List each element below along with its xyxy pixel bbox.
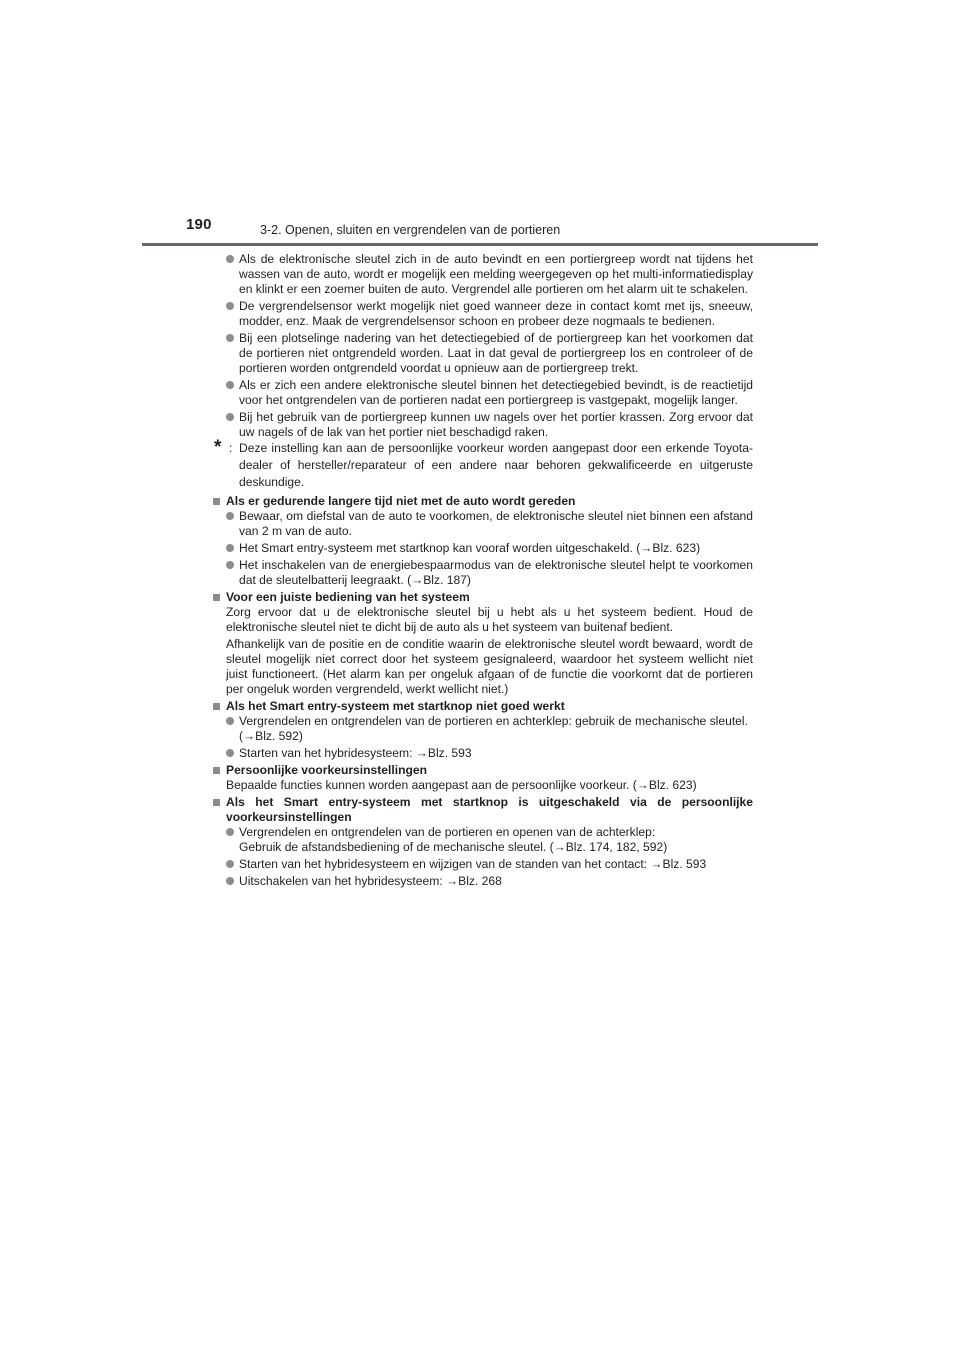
list-item bbox=[212, 331, 753, 376]
bullet-icon bbox=[226, 413, 234, 421]
list-item-text: De vergrendelsensor werkt mogelijk niet goed wanneer deze in contact komt met ijs, sneeuw, modder, enz. Maak de vergrendelsensor schoon en probeer deze nogmaals te bedienen. bbox=[239, 299, 753, 328]
bullet-icon bbox=[226, 749, 234, 757]
list-item bbox=[212, 746, 753, 761]
list-item-text: Starten van het hybridesysteem: →Blz. 593 bbox=[239, 746, 472, 760]
list-item bbox=[212, 825, 753, 855]
square-bullet-icon bbox=[213, 767, 220, 774]
bullet-icon bbox=[226, 860, 234, 868]
heading-text: Als er gedurende langere tijd niet met de auto wordt gereden bbox=[226, 494, 576, 508]
square-bullet-icon bbox=[213, 594, 220, 601]
list-item-text: Bij het gebruik van de portiergreep kunnen uw nagels over het portier krassen. Zorg ervoor dat uw nagels of de lak van het portier niet beschadigd raken. bbox=[239, 410, 753, 439]
list-item bbox=[212, 509, 753, 539]
section-heading bbox=[212, 699, 753, 714]
section-heading bbox=[212, 590, 753, 605]
list-item-text: Vergrendelen en ontgrendelen van de portieren en achterklep: gebruik de mechanische sleutel. bbox=[239, 714, 748, 728]
heading-text: Persoonlijke voorkeursinstellingen bbox=[226, 763, 427, 777]
square-bullet-icon bbox=[213, 799, 220, 806]
bullet-icon bbox=[226, 561, 234, 569]
page-number: 190 bbox=[186, 216, 212, 233]
square-bullet-icon bbox=[213, 703, 220, 710]
list-item-text: Het Smart entry-systeem met startknop kan vooraf worden uitgeschakeld. (→Blz. 623) bbox=[239, 541, 701, 555]
list-item-text: Starten van het hybridesysteem en wijzigen van de standen van het contact: →Blz. 593 bbox=[239, 857, 707, 871]
paragraph: Bepaalde functies kunnen worden aangepast aan de persoonlijke voorkeur. (→Blz. 623) bbox=[226, 778, 697, 792]
bullet-icon bbox=[226, 381, 234, 389]
bullet-icon bbox=[226, 877, 234, 885]
list-item-text: Gebruik de afstandsbediening of de mechanische sleutel. (→Blz. 174, 182, 592) bbox=[239, 840, 668, 854]
paragraph: Zorg ervoor dat u de elektronische sleutel bij u hebt als u het systeem bedient. Houd de elektronische sleutel niet te dicht bij de auto als u het systeem van buitenaf bedient. bbox=[226, 605, 753, 634]
list-item-text: Uitschakelen van het hybridesysteem: →Blz. 268 bbox=[239, 874, 502, 888]
heading-text: Als het Smart entry-systeem met startknop niet goed werkt bbox=[226, 699, 565, 713]
header-rule bbox=[142, 243, 818, 246]
list-item bbox=[212, 874, 753, 889]
paragraph: Afhankelijk van de positie en de conditie waarin de elektronische sleutel wordt bewaard, wordt de sleutel mogelijk niet correct door het systeem gesignaleerd, waardoor het systeem wellicht niet juist functioneert. (Het alarm kan per ongeluk afgaan of de functie die voorkomt dat de portieren per ongeluk worden vergrendeld, werkt wellicht niet.) bbox=[226, 637, 753, 696]
list-item-text: Bij een plotselinge nadering van het detectiegebied of de portiergreep kan het voorkomen dat de portieren niet ontgrendeld worden. Laat in dat geval de portiergreep los en controleer of de portieren worden ontgrendeld voordat u opnieuw aan de portiergreep trekt. bbox=[239, 331, 753, 375]
bullet-icon bbox=[226, 334, 234, 342]
bullet-icon bbox=[226, 302, 234, 310]
bullet-icon bbox=[226, 255, 234, 263]
list-item bbox=[212, 714, 753, 744]
list-item bbox=[212, 558, 753, 588]
heading-text: Voor een juiste bediening van het systeem bbox=[226, 590, 470, 604]
list-item bbox=[212, 299, 753, 329]
bullet-icon bbox=[226, 717, 234, 725]
footnote-colon: : bbox=[229, 441, 233, 455]
list-item-text: Het inschakelen van de energiebespaarmodus van de elektronische sleutel helpt te voorkomen dat de sleutelbatterij leegraakt. (→Blz. 187) bbox=[239, 558, 753, 587]
section-heading bbox=[212, 763, 753, 778]
bullet-icon bbox=[226, 544, 234, 552]
footnote-text: Deze instelling kan aan de persoonlijke voorkeur worden aangepast door een erkende Toyota-dealer of hersteller/reparateur of een andere naar behoren gekwalificeerde en uitgeruste deskundige. bbox=[239, 441, 753, 489]
list-item-text: Als de elektronische sleutel zich in de auto bevindt en een portiergreep wordt nat tijdens het wassen van de auto, wordt er mogelijk een melding weergegeven op het multi-informatiedisplay en klinkt er een zoemer buiten de auto. Vergrendel alle portieren om het alarm uit te schakelen. bbox=[239, 252, 753, 296]
list-item-text: Vergrendelen en ontgrendelen van de portieren en openen van de achterklep: bbox=[239, 825, 656, 839]
heading-text: Als het Smart entry-systeem met startknop is uitgeschakeld via de persoonlijke voorkeursinstellingen bbox=[226, 795, 753, 824]
footnote-marker: * bbox=[214, 437, 222, 458]
list-item-ref: (→Blz. 592) bbox=[239, 729, 303, 743]
list-item bbox=[212, 541, 753, 556]
list-item bbox=[212, 410, 753, 440]
footnote bbox=[212, 437, 753, 491]
bullet-icon bbox=[226, 828, 234, 836]
section-title: 3-2. Openen, sluiten en vergrendelen van de portieren bbox=[260, 223, 561, 237]
list-item-text: Bewaar, om diefstal van de auto te voorkomen, de elektronische sleutel niet binnen een afstand van 2 m van de auto. bbox=[239, 509, 753, 538]
list-item-text: Als er zich een andere elektronische sleutel binnen het detectiegebied bevindt, is de reactietijd voor het ontgrendelen van de portieren nadat een portiergreep is vastgepakt, mogelijk langer. bbox=[239, 378, 753, 407]
page-content bbox=[212, 252, 753, 889]
list-item bbox=[212, 252, 753, 297]
section-heading bbox=[212, 494, 753, 509]
square-bullet-icon bbox=[213, 498, 220, 505]
list-item bbox=[212, 378, 753, 408]
section-heading bbox=[212, 795, 753, 825]
list-item bbox=[212, 857, 753, 872]
bullet-icon bbox=[226, 512, 234, 520]
